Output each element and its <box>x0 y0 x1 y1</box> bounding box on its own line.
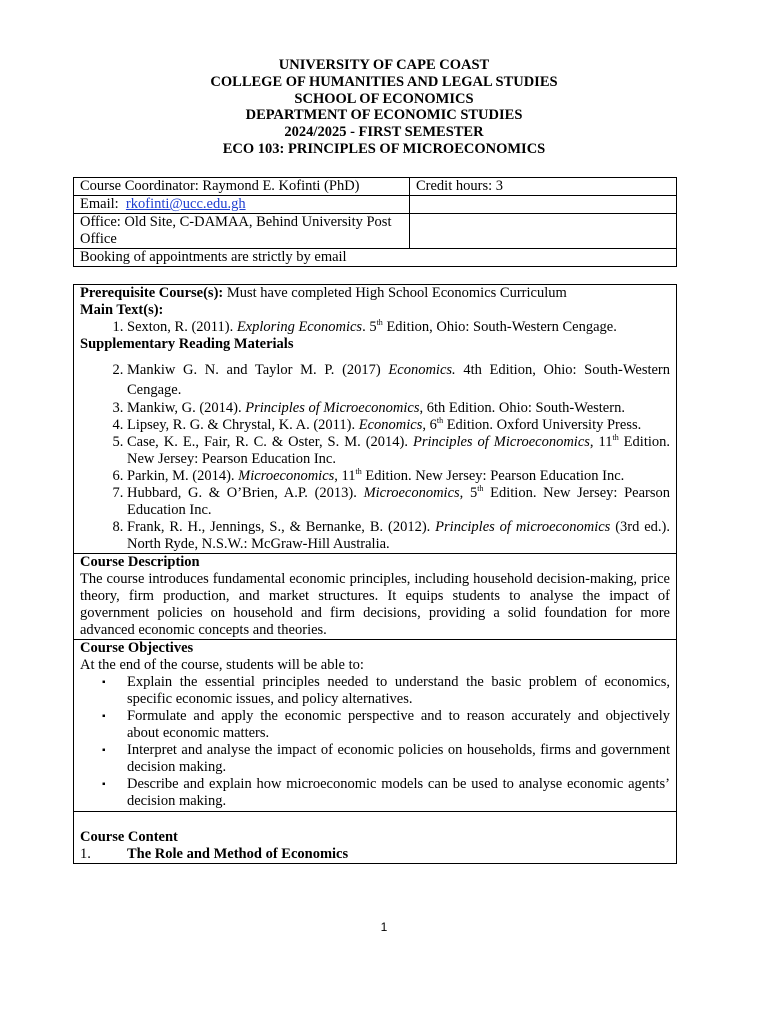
objective-item: ▪ Describe and explain how microeconomic models can be used to analyse economic agents’ decision making. <box>102 776 670 809</box>
reference-item: 1. Sexton, R. (2011). Exploring Economics. 5th Edition, Ohio: South-Western Cengage. <box>127 319 670 336</box>
supplementary-list <box>80 360 670 553</box>
square-bullet-icon: ▪ <box>102 745 106 756</box>
booking-cell: Booking of appointments are strictly by email <box>74 249 677 267</box>
content-title: Course Content <box>80 829 178 845</box>
course-title: ECO 103: PRINCIPLES OF MICROECONOMICS <box>222 140 546 157</box>
square-bullet-icon: ▪ <box>102 677 106 688</box>
content-section <box>74 812 676 863</box>
email-link[interactable]: rkofinti@ucc.edu.gh <box>125 196 246 212</box>
content-item-title: The Role and Method of Economics <box>127 846 349 862</box>
credit-hours-cell: Credit hours: 3 <box>410 178 677 196</box>
university-name: UNIVERSITY OF CAPE COAST <box>278 57 490 73</box>
college-name: COLLEGE OF HUMANITIES AND LEGAL STUDIES <box>210 73 558 90</box>
email-label: Email: <box>80 196 119 212</box>
email-cell <box>74 196 410 214</box>
reference-item: 3. Mankiw, G. (2014). Principles of Microeconomics, 6th Edition. Ohio: South-Western. <box>127 400 670 417</box>
reference-item: 6. Parkin, M. (2014). Microeconomics, 11th Edition. New Jersey: Pearson Education Inc. <box>127 468 670 485</box>
objective-item: ▪ Formulate and apply the economic perspective and to reason accurately and objectively about economic matters. <box>102 708 670 741</box>
main-texts-title: Main Text(s): <box>80 302 164 318</box>
texts-section <box>74 285 676 554</box>
content-item-number: 1. <box>80 846 91 862</box>
objectives-list <box>80 674 670 810</box>
content-item <box>80 846 670 863</box>
reference-item: 7. Hubbard, G. & O’Brien, A.P. (2013). Microeconomics, 5th Edition. New Jersey: Pearson Education Inc. <box>127 485 670 519</box>
square-bullet-icon: ▪ <box>102 779 106 790</box>
coordinator-cell: Course Coordinator: Raymond E. Kofinti (PhD) <box>74 178 410 196</box>
empty-cell <box>410 196 677 214</box>
description-title: Course Description <box>80 554 200 570</box>
main-texts-list <box>80 319 670 336</box>
reference-item: 2. Mankiw G. N. and Taylor M. P. (2017) Economics. 4th Edition, Ohio: South-Western Cengage. <box>127 360 670 400</box>
coordinator-info-table <box>73 177 677 267</box>
objective-item: ▪ Interpret and analyse the impact of economic policies on households, firms and government decision making. <box>102 742 670 775</box>
office-cell: Office: Old Site, C-DAMAA, Behind University Post Office <box>74 214 410 249</box>
semester: 2024/2025 - FIRST SEMESTER <box>284 124 484 141</box>
reference-item: 5. Case, K. E., Fair, R. C. & Oster, S. M. (2014). Principles of Microeconomics, 11th Edition. New Jersey: Pearson Education Inc. <box>127 434 670 468</box>
objectives-intro: At the end of the course, students will be able to: <box>80 657 364 673</box>
reference-item: 4. Lipsey, R. G. & Chrystal, K. A. (2011). Economics, 6th Edition. Oxford University Press. <box>127 417 670 434</box>
school-name: SCHOOL OF ECONOMICS <box>294 90 474 107</box>
objectives-title: Course Objectives <box>80 640 194 656</box>
empty-cell <box>410 214 677 249</box>
supplementary-title: Supplementary Reading Materials <box>80 336 294 352</box>
description-section <box>74 554 676 640</box>
document-header <box>0 57 768 158</box>
objectives-section <box>74 640 676 812</box>
course-details-box <box>73 284 677 864</box>
reference-item: 8. Frank, R. H., Jennings, S., & Bernanke, B. (2012). Principles of microeconomics (3rd ed.). North Ryde, N.S.W.: McGraw-Hill Australia. <box>127 519 670 553</box>
prerequisite-label: Prerequisite Course(s): <box>80 285 224 301</box>
page-number: 1 <box>380 920 388 934</box>
department-name: DEPARTMENT OF ECONOMIC STUDIES <box>245 107 523 124</box>
description-text: The course introduces fundamental economic principles, including household decision-making, price theory, firm production, and market structures. It equips students to analyse the impact of government policies on household and firm decisions, providing a solid foundation for more advanced economic concepts and theories. <box>80 571 670 638</box>
prerequisite-text: Must have completed High School Economics Curriculum <box>226 285 567 301</box>
objective-item: ▪ Explain the essential principles needed to understand the basic problem of economics, specific economic issues, and policy alternatives. <box>102 674 670 707</box>
square-bullet-icon: ▪ <box>102 711 106 722</box>
prerequisite-line <box>80 285 670 302</box>
